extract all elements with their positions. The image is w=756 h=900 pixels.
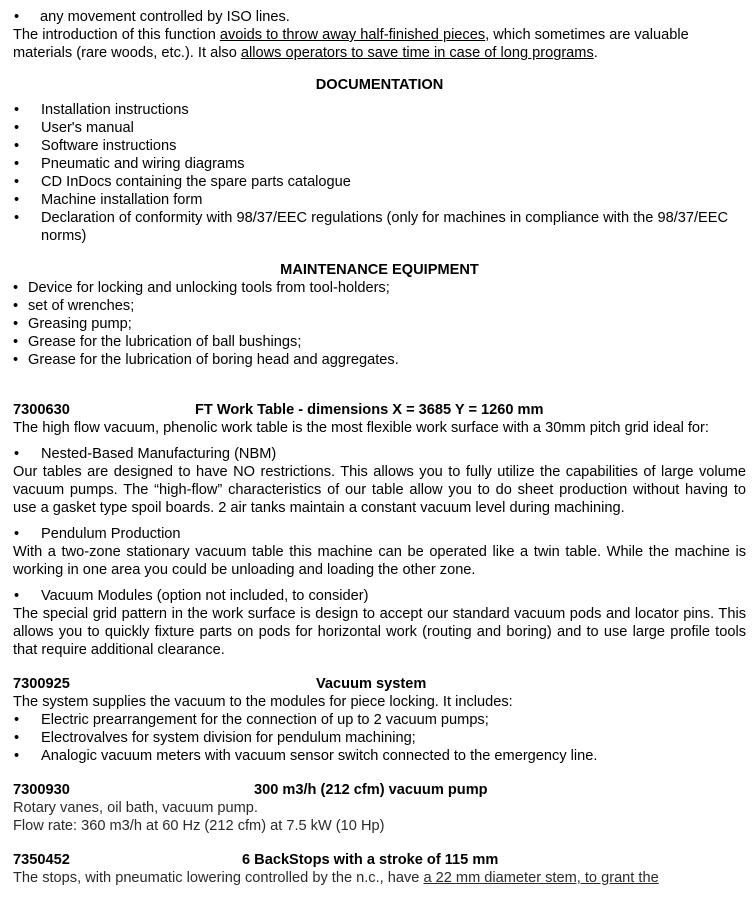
list-item: • Electric prearrangement for the connection of up to 2 vacuum pumps; (13, 711, 746, 729)
list-item: • any movement controlled by ISO lines. (13, 8, 746, 26)
backstops-paragraph: The stops, with pneumatic lowering controlled by the n.c., have a 22 mm diameter stem, to grant the (13, 870, 659, 886)
list-item: • Software instructions (13, 137, 746, 155)
list-item: • Greasing pump; (13, 315, 746, 333)
intro-paragraph: The introduction of this function avoids to throw away half-finished pieces, which sometimes are valuable materials (rare woods, etc.). It also allows operators to save time in case of long programs. (13, 27, 689, 61)
vacuum-pump-line: Flow rate: 360 m3/h at 60 Hz (212 cfm) at 7.5 kW (10 Hp) (13, 818, 385, 834)
list-item: • Declaration of conformity with 98/37/EEC regulations (only for machines in compliance with the 98/37/EEC norms) (13, 209, 746, 245)
list-item: • Installation instructions (13, 101, 746, 119)
nbm-paragraph: Our tables are designed to have NO restrictions. This allows you to fully utilize the capabilities of large volume vacuum pumps. The “high-flow” characteristics of our table allow you to do sheet production without having to use a gasket type spoil boards. 2 air tanks maintain a constant vacuum level during machining. (13, 464, 746, 516)
item-title: FT Work Table - dimensions X = 3685 Y = 1260 mm (195, 402, 544, 418)
item-title: Vacuum system (316, 676, 427, 692)
vacuum-pump-line: Rotary vanes, oil bath, vacuum pump. (13, 800, 258, 816)
work-table-intro: The high flow vacuum, phenolic work table is the most flexible work surface with a 30mm pitch grid ideal for: (13, 420, 709, 436)
list-item: • Vacuum Modules (option not included, to consider) (13, 587, 746, 605)
vacuum-system-header (13, 675, 746, 693)
underlined-phrase: avoids to throw away half-finished pieces (219, 27, 486, 43)
list-item: • set of wrenches; (13, 297, 746, 315)
maintenance-list (13, 279, 746, 369)
list-item: • Grease for the lubrication of boring head and aggregates. (13, 351, 746, 369)
list-item: • Machine installation form (13, 191, 746, 209)
pendulum-paragraph: With a two-zone stationary vacuum table this machine can be operated like a twin table. While the machine is working in one area you could be unloading and loading the other zone. (13, 544, 746, 578)
list-item: • Nested-Based Manufacturing (NBM) (13, 445, 746, 463)
modules-paragraph: The special grid pattern in the work surface is design to accept our standard vacuum pods and locator pins. This allows you to quickly fixture parts on pods for horizontal work (routing and boring) and to use large profile tools that require additional clearance. (13, 606, 746, 658)
list-item: • Pendulum Production (13, 525, 746, 543)
item-code: 7300630 (13, 402, 70, 418)
item-title: 300 m3/h (212 cfm) vacuum pump (254, 782, 488, 798)
list-item: • Grease for the lubrication of ball bushings; (13, 333, 746, 351)
item-title: 6 BackStops with a stroke of 115 mm (242, 852, 499, 868)
list-item: • CD InDocs containing the spare parts catalogue (13, 173, 746, 191)
section-heading-maintenance: MAINTENANCE EQUIPMENT (280, 262, 479, 278)
item-code: 7350452 (13, 852, 70, 868)
work-table-header (13, 401, 746, 419)
item-code: 7300925 (13, 676, 70, 692)
list-item: • User's manual (13, 119, 746, 137)
documentation-list (13, 101, 746, 245)
underlined-phrase: allows operators to save time in case of long programs (240, 45, 594, 61)
backstops-header (13, 851, 746, 869)
vacuum-system-intro: The system supplies the vacuum to the modules for piece locking. It includes: (13, 694, 513, 710)
document-page (13, 8, 746, 887)
list-item: • Electrovalves for system division for pendulum machining; (13, 729, 746, 747)
section-heading-documentation: DOCUMENTATION (315, 77, 444, 93)
vacuum-pump-header (13, 781, 746, 799)
list-item: • Device for locking and unlocking tools from tool-holders; (13, 279, 746, 297)
underlined-phrase: a 22 mm diameter stem, to grant the (423, 870, 659, 886)
list-item: • Pneumatic and wiring diagrams (13, 155, 746, 173)
list-item: • Analogic vacuum meters with vacuum sensor switch connected to the emergency line. (13, 747, 746, 765)
item-code: 7300930 (13, 782, 70, 798)
